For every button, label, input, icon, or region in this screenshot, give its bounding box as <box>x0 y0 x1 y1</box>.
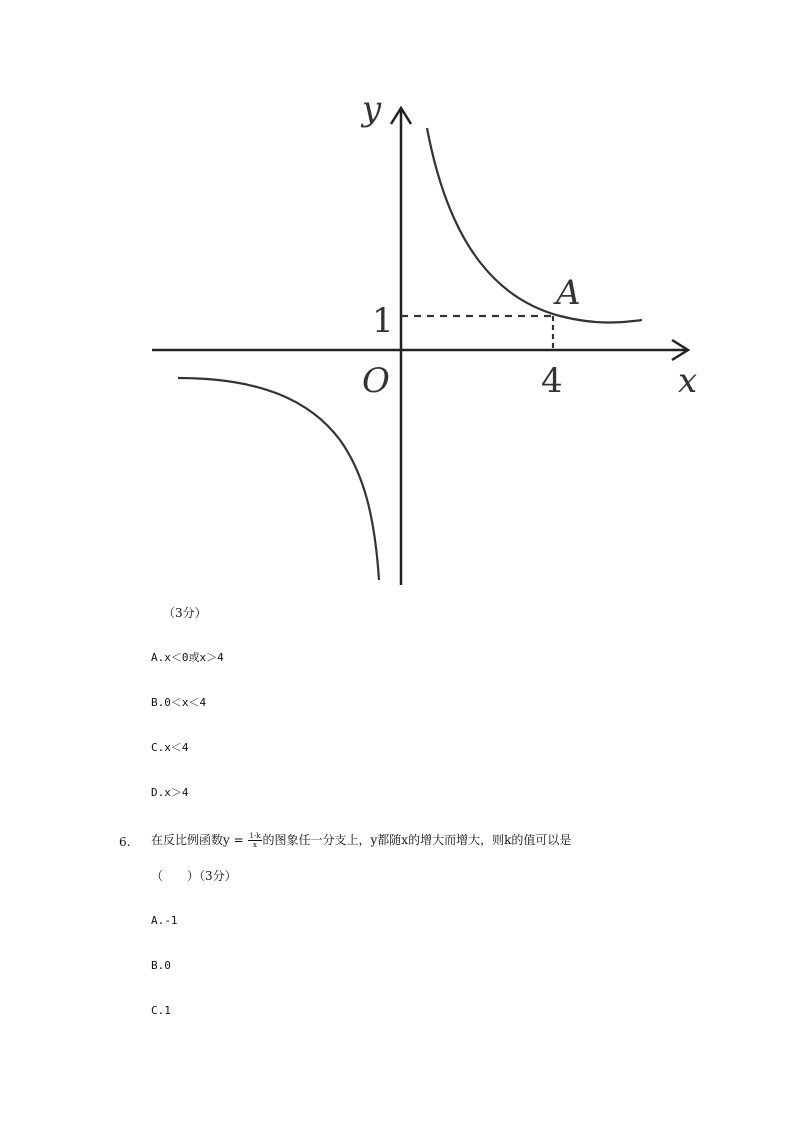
option-text: x＞4 <box>164 786 189 799</box>
option-letter: B. <box>151 959 165 972</box>
option-letter: C. <box>151 1004 165 1017</box>
hyperbola-branch-first-quadrant <box>427 128 642 323</box>
question6-stem <box>151 831 571 849</box>
fraction-numerator: 1-k <box>249 832 261 840</box>
question5-option-d[interactable] <box>151 784 189 800</box>
x-axis-label: x <box>678 361 698 401</box>
option-text: -1 <box>164 914 178 927</box>
option-letter: B. <box>151 696 165 709</box>
question5-option-b[interactable] <box>151 694 206 710</box>
question5-score: （3分） <box>163 606 207 620</box>
option-letter: D. <box>151 786 165 799</box>
y-axis-label: y <box>362 89 382 129</box>
option-text: x＜4 <box>164 741 189 754</box>
fraction-denominator: x <box>253 841 257 849</box>
question6-stem-suffix: 的图象任一分支上，y都随x的增大而增大，则k的值可以是 <box>262 833 572 847</box>
option-letter: C. <box>151 741 165 754</box>
question6-option-a[interactable] <box>151 914 178 927</box>
question6-stem-line2: （ ）（3分） <box>151 869 237 883</box>
question5-option-c[interactable] <box>151 739 189 755</box>
option-text: 1 <box>164 1004 171 1017</box>
option-text: 0＜x＜4 <box>164 696 207 709</box>
origin-label: O <box>362 361 390 401</box>
x-tick-label: 4 <box>541 361 563 401</box>
option-text: 0 <box>164 959 171 972</box>
point-a-label: A <box>556 273 581 313</box>
option-text: x＜0或x＞4 <box>164 651 224 664</box>
y-tick-label: 1 <box>372 301 394 341</box>
hyperbola-branch-third-quadrant <box>178 378 379 580</box>
question6-number: 6. <box>119 835 131 849</box>
option-letter: A. <box>151 914 165 927</box>
hyperbola-graph <box>140 80 710 600</box>
question6-option-b[interactable] <box>151 959 171 972</box>
option-letter: A. <box>151 651 165 664</box>
question5-option-a[interactable] <box>151 649 224 665</box>
fraction <box>248 832 261 849</box>
question6-option-c[interactable] <box>151 1004 171 1017</box>
question6-stem-prefix: 在反比例函数y = <box>151 833 248 847</box>
